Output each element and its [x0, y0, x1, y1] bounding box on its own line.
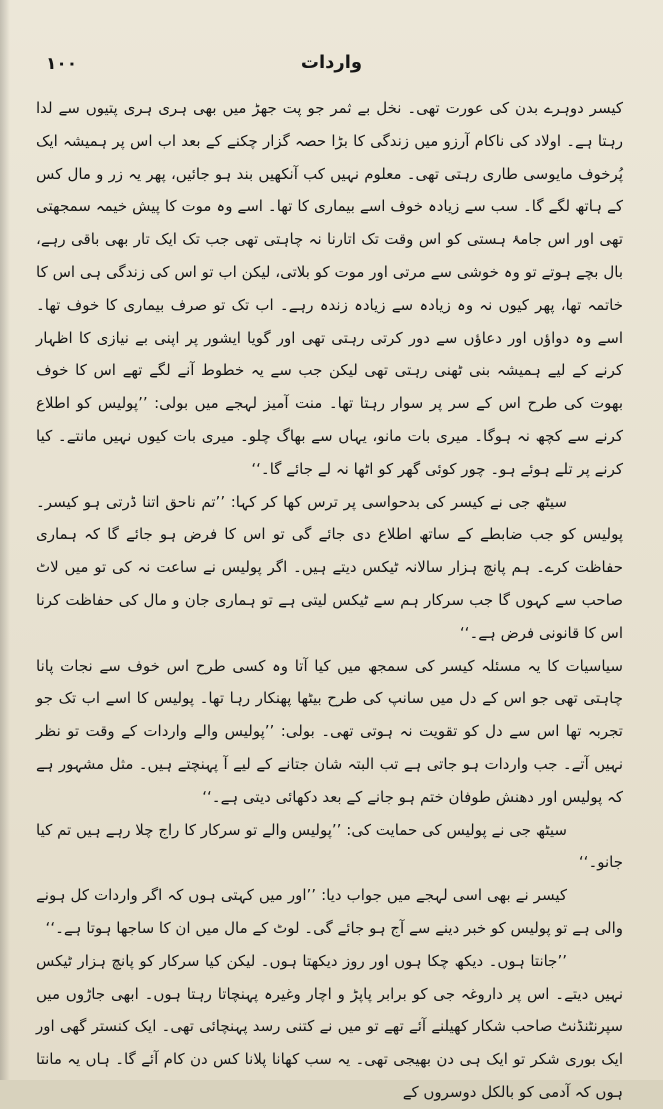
paragraph-6: ’’جانتا ہوں۔ دیکھ چکا ہوں اور روز دیکھتا ہوں۔ لیکن کیا سرکار کو پانچ ہزار ٹیکس نہیں دیتے۔ اس پر داروغہ جی کو برابر پاپڑ و اچار وغیرہ پہنچاتا رہتا ہوں۔ ابھی جاڑوں میں سپرنٹنڈنٹ صاحب شکار کھیلنے آئے تھے تو میں نے کتنی رسد پہنچائی تھی۔ ایک کنستر گھی اور ایک بوری شکر تو ایک ہی دن بھیجی تھی۔ یہ سب کھانا پلانا کس دن کام آئے گا۔ ہاں یہ مانتا ہوں کہ آدمی کو بالکل دوسروں کے [36, 951, 623, 1101]
paragraph-4: سیٹھ جی نے پولیس کی حمایت کی: ’’پولیس والے تو سرکار کا راج چلا رہے ہیں تم کیا جانو۔‘‘ [36, 820, 623, 872]
page-header [40, 50, 623, 86]
paragraph-1: کیسر دوہرے بدن کی عورت تھی۔ نخل بے ثمر جو پت جھڑ میں بھی ہری ہری پتیوں سے لدا رہتا ہے۔ اولاد کی ناکام آرزو میں زندگی کا بڑا حصہ گزار چکنے کے بعد اب اس پر ہمیشہ ایک پُرخوف مایوسی طاری رہتی تھی۔ معلوم نہیں کب آنکھیں بند ہو جائیں، پھر یہ زر و مال کس کے ہاتھ لگے گا۔ سب سے زیادہ خوف اسے بیماری کا تھا۔ اسے وہ موت کا پیش خیمہ سمجھتی تھی اور اس جامۂ ہستی کو اس وقت تک اتارنا نہ چاہتی تھی جب تک ایک تار بھی باقی رہے، بال بچے ہوتے تو وہ خوشی سے مرتی اور موت کو بلاتی، لیکن اب تو اس کی زندگی ہی اس کا خاتمہ تھا، پھر کیوں نہ وہ زیادہ سے زیادہ زندہ رہے۔ اب تک تو صرف بیماری کا خوف تھا۔ اسے وہ دواؤں اور دعاؤں سے دور کرتی رہتی تھی اور گویا ایشور پر اپنی بے نیازی کا اظہار کرنے کے لیے ہمیشہ بنی ٹھنی رہتی تھی لیکن جب سے یہ خطوط آنے لگے تھے اس کا خوف بھوت کی طرح اس کے سر پر سوار رہتا تھا۔ منت آمیز لہجے میں بولی: ’’پولیس کو اطلاع کرنے سے کچھ نہ ہوگا۔ میری بات مانو، یہاں سے بھاگ چلو۔ میری بات کیوں نہیں مانتے۔ کیا کرنے پر تلے ہوئے ہو۔ چور کوئی گھر کو اٹھا نہ لے جائے گا۔‘‘ [36, 99, 623, 478]
paragraph-3: سیاسیات کا یہ مسئلہ کیسر کی سمجھ میں کیا آتا وہ کسی طرح اس خوف سے نجات پانا چاہتی تھی جو اس کے دل میں سانپ کی طرح بیٹھا پھنکار رہا تھا۔ پولیس کا اسے اب تک جو تجربہ تھا اس سے دل کو تقویت نہ ہوتی تھی۔ بولی: ’’پولیس والے واردات کے وقت تو نظر نہیں آتے۔ جب واردات ہو جاتی ہے تب البتہ شان جتانے کے لیے آ پہنچتے ہیں۔ مثل مشہور ہے کہ پولیس اور دھنش طوفان ختم ہو جانے کے بعد دکھائی دیتی ہے۔‘‘ [36, 656, 623, 806]
page-number: ۱۰۰ [46, 54, 78, 74]
running-title: واردات [300, 52, 363, 73]
paragraph-2: سیٹھ جی نے کیسر کی بدحواسی پر ترس کھا کر کہا: ’’تم ناحق اتنا ڈرتی ہو کیسر۔ پولیس کو جب ضابطے کے ساتھ اطلاع دی جائے گی تو اس کا فرض ہو جائے گا کہ ہماری حفاظت کرے۔ ہم پانچ ہزار سالانہ ٹیکس دیتے ہیں۔ اگر پولیس نے ساعت نہ کی تو میں لاٹ صاحب سے کہوں گا جب سرکار ہم سے ٹیکس لیتی ہے تو ہماری جان و مال کی حفاظت کرنا اس کا قانونی فرض ہے۔‘‘ [36, 492, 623, 642]
page-edge-shadow [0, 0, 10, 1080]
paragraph-5: کیسر نے بھی اسی لہجے میں جواب دیا: ’’اور میں کہتی ہوں کہ اگر واردات کل ہونے والی ہے تو پولیس کو خبر دینے سے آج ہو جائے گی۔ لوٹ کے مال میں ان کا ساجھا ہوتا ہے۔‘‘ [36, 886, 623, 937]
body-text [36, 92, 623, 1109]
